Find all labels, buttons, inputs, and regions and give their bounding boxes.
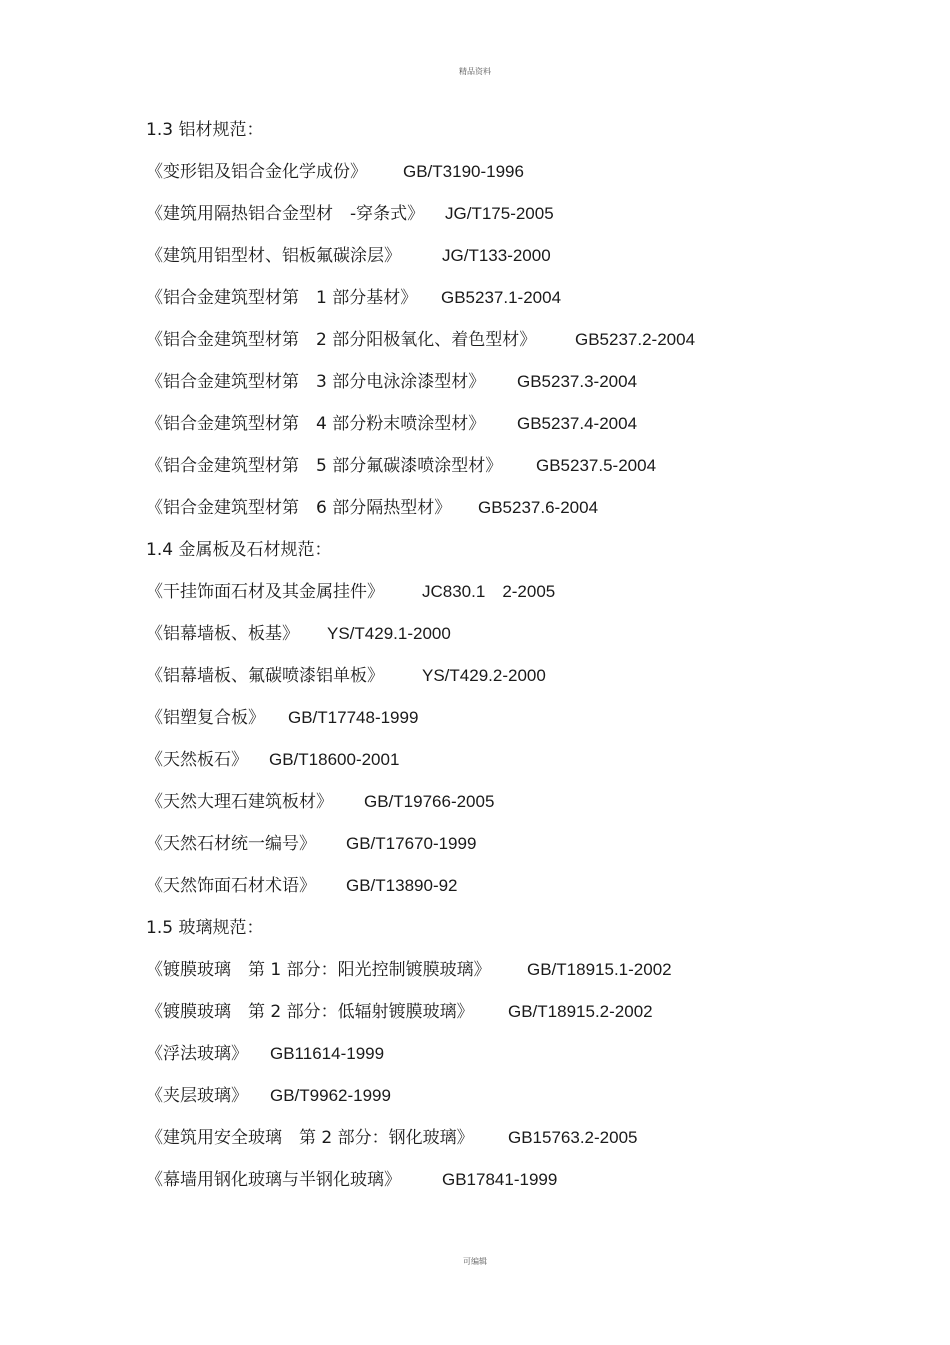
standard-title: 《铝幕墙板、氟碳喷漆铝单板》	[146, 666, 384, 686]
standard-entry	[146, 412, 638, 436]
standard-title: 《镀膜玻璃 第 2 部分：低辐射镀膜玻璃》	[146, 1002, 474, 1022]
standard-entry	[146, 160, 524, 184]
standard-entry	[146, 1084, 391, 1108]
standard-entry	[146, 664, 546, 688]
standard-title: 《镀膜玻璃 第 1 部分：阳光控制镀膜玻璃》	[146, 960, 491, 980]
standard-title: 《变形铝及铝合金化学成份》	[146, 162, 367, 182]
standard-code: GB15763.2-2005	[508, 1128, 638, 1147]
standard-title: 《夹层玻璃》	[146, 1086, 248, 1106]
standard-entry	[146, 832, 477, 856]
standard-code: JG/T133-2000	[442, 246, 551, 265]
section-heading-text: 1.3 铝材规范：	[146, 120, 264, 140]
standard-code: JG/T175-2005	[445, 204, 554, 223]
standard-title: 《浮法玻璃》	[146, 1044, 248, 1064]
page-footer-note: 可编辑	[463, 1257, 487, 1266]
page-header-note: 精品资料	[459, 67, 491, 76]
standard-title: 《天然饰面石材术语》	[146, 876, 316, 896]
section-heading-text: 1.5 玻璃规范：	[146, 918, 264, 938]
standard-title: 《铝合金建筑型材第 6 部分隔热型材》	[146, 498, 452, 518]
standard-entry	[146, 370, 638, 394]
standard-code: GB5237.1-2004	[441, 288, 562, 307]
standard-entry	[146, 1126, 638, 1150]
standard-code: GB5237.3-2004	[517, 372, 638, 391]
standard-entry	[146, 1000, 653, 1024]
standard-title: 《建筑用铝型材、铝板氟碳涂层》	[146, 246, 401, 266]
standard-entry	[146, 622, 451, 646]
standard-title: 《铝合金建筑型材第 2 部分阳极氧化、着色型材》	[146, 330, 537, 350]
section-heading	[146, 538, 331, 562]
standard-entry	[146, 580, 556, 604]
section-heading	[146, 916, 263, 940]
standard-title: 《铝合金建筑型材第 5 部分氟碳漆喷涂型材》	[146, 456, 503, 476]
standard-title: 《铝幕墙板、板基》	[146, 624, 299, 644]
standard-code: GB5237.6-2004	[478, 498, 599, 517]
standard-title: 《天然板石》	[146, 750, 248, 770]
standard-code: YS/T429.1-2000	[327, 624, 451, 643]
standard-code: GB/T18600-2001	[269, 750, 400, 769]
standard-title: 《铝合金建筑型材第 1 部分基材》	[146, 288, 418, 308]
standard-entry	[146, 202, 554, 226]
standard-entry	[146, 328, 696, 352]
standard-entry	[146, 454, 657, 478]
standard-title: 《铝合金建筑型材第 4 部分粉末喷涂型材》	[146, 414, 486, 434]
standard-title: 《建筑用隔热铝合金型材 -穿条式》	[146, 204, 425, 224]
standard-code: JC830.1 2-2005	[422, 582, 556, 601]
standard-title: 《干挂饰面石材及其金属挂件》	[146, 582, 384, 602]
standard-code: GB11614-1999	[270, 1044, 385, 1063]
standard-entry	[146, 706, 419, 730]
standard-entry	[146, 1168, 558, 1192]
standard-code: GB/T19766-2005	[364, 792, 495, 811]
standard-code: GB/T9962-1999	[270, 1086, 391, 1105]
standard-code: GB5237.2-2004	[575, 330, 696, 349]
standard-title: 《幕墙用钢化玻璃与半钢化玻璃》	[146, 1170, 401, 1190]
standard-entry	[146, 748, 400, 772]
standard-code: GB/T13890-92	[346, 876, 458, 895]
standard-entry	[146, 1042, 385, 1066]
standard-title: 《天然石材统一编号》	[146, 834, 316, 854]
standard-code: GB/T17670-1999	[346, 834, 477, 853]
standard-code: GB5237.4-2004	[517, 414, 638, 433]
standard-entry	[146, 958, 672, 982]
standard-title: 《铝塑复合板》	[146, 708, 265, 728]
standard-code: GB/T17748-1999	[288, 708, 419, 727]
standard-entry	[146, 244, 551, 268]
standard-code: GB/T3190-1996	[403, 162, 524, 181]
standard-code: GB17841-1999	[442, 1170, 558, 1189]
standard-code: YS/T429.2-2000	[422, 666, 546, 685]
standard-entry	[146, 286, 562, 310]
standard-entry	[146, 874, 458, 898]
standard-entry	[146, 790, 495, 814]
section-heading	[146, 118, 263, 142]
standard-title: 《建筑用安全玻璃 第 2 部分：钢化玻璃》	[146, 1128, 474, 1148]
standard-code: GB/T18915.2-2002	[508, 1002, 653, 1021]
standard-entry	[146, 496, 599, 520]
section-heading-text: 1.4 金属板及石材规范：	[146, 540, 332, 560]
standard-title: 《铝合金建筑型材第 3 部分电泳涂漆型材》	[146, 372, 486, 392]
standard-title: 《天然大理石建筑板材》	[146, 792, 333, 812]
standard-code: GB5237.5-2004	[536, 456, 657, 475]
standard-code: GB/T18915.1-2002	[527, 960, 672, 979]
